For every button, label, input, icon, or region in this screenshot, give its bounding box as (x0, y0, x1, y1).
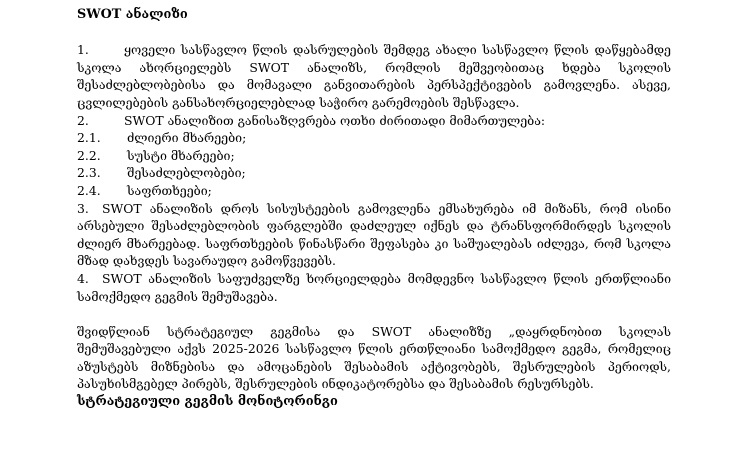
swot-heading: SWOT ანალიზი (77, 7, 188, 22)
monitoring-heading: სტრატეგიული გეგმის მონიტორინგი (77, 394, 338, 410)
list-item-2 (77, 112, 671, 130)
list-item-4-text: SWOT ანალიზის საფუძველზე ხორციელდება მომდევნო სასწავლო წლის ერთწლიანი სამოქმედო გეგმის შემუშავება. (77, 270, 671, 304)
list-item-4-paragraph (77, 270, 671, 305)
sub-item-number: 2.4. (77, 182, 101, 198)
document-page (77, 6, 671, 411)
sub-item-text: საფრთხეები; (127, 182, 212, 198)
list-item-2-text: SWOT ანალიზით განისაზღვრება ოთხი ძირითადი მიმართულება: (124, 112, 546, 128)
list-item-3 (77, 200, 671, 270)
sub-item-number: 2.1. (77, 130, 101, 146)
sub-item-2-4 (77, 182, 671, 200)
list-item-4-number: 4. (77, 270, 89, 286)
list-item-3-paragraph (77, 200, 671, 270)
sub-item-2-2 (77, 147, 671, 165)
list-item-1-text: ყოველი სასწავლო წლის დასრულების შემდეგ ახალი სასწავლო წლის დაწყებამდე სკოლა ახორციელებს SWOT ანალიზს, რომლის მეშვეობითაც ხდება სკოლის შესაძლებლობებისა და მომავალი განვითარების პერსპექტივების გამოვლენა. ასევე, ცვლილებების განსახორციელებლად საჭირო გარემოების შესწავლა. (77, 42, 671, 110)
list-item-4 (77, 270, 671, 305)
list-item-1 (77, 41, 671, 111)
blank-line (77, 24, 671, 42)
sub-item-text: სუსტი მხარეები; (127, 147, 235, 163)
blank-line (77, 305, 671, 323)
list-item-3-text: SWOT ანალიზის დროს სისუსტეების გამოვლენა ემსახურება იმ მიზანს, რომ ისინი არსებული შესაძლებლობის ფარგლებში დაძლეულ იქნეს და ტრანსფორმირდეს სკოლის ძლიერ მხარეებად. საფრთხეების წინასწარი შეფასება კი საშუალებას იძლევა, რომ სკოლა მზად დახვდეს სავარაუდო გამოწვევებს. (77, 200, 671, 269)
sub-item-text: ძლიერი მხარეები; (127, 130, 247, 146)
sub-item-2-1 (77, 129, 671, 147)
action-plan-paragraph: შვიდწლიან სტრატეგიულ გეგმისა და SWOT ანალიზზე „დაყრდნობით სკოლას შემუშავებული აქვს 2025-2026 სასწავლო წლის ერთწლიანი სამოქმედო გეგმა, რომელიც აზუსტებს მიზნებისა და ამოცანების შესაბამის აქტივობებს, შესრულების პერიოდს, პასუხისმგებელ პირებს, შესრულების ინდიკატორებსა და შესაბამის რესურსებს. (77, 323, 671, 392)
list-item-1-number: 1. (77, 42, 89, 58)
sub-item-2-3 (77, 164, 671, 182)
sub-item-text: შესაძლებლობები; (127, 165, 246, 181)
list-item-1-paragraph (77, 41, 671, 111)
list-item-3-number: 3. (77, 200, 89, 216)
sub-item-number: 2.2. (77, 147, 101, 163)
list-item-2-number: 2. (77, 112, 89, 128)
sub-item-number: 2.3. (77, 165, 101, 181)
